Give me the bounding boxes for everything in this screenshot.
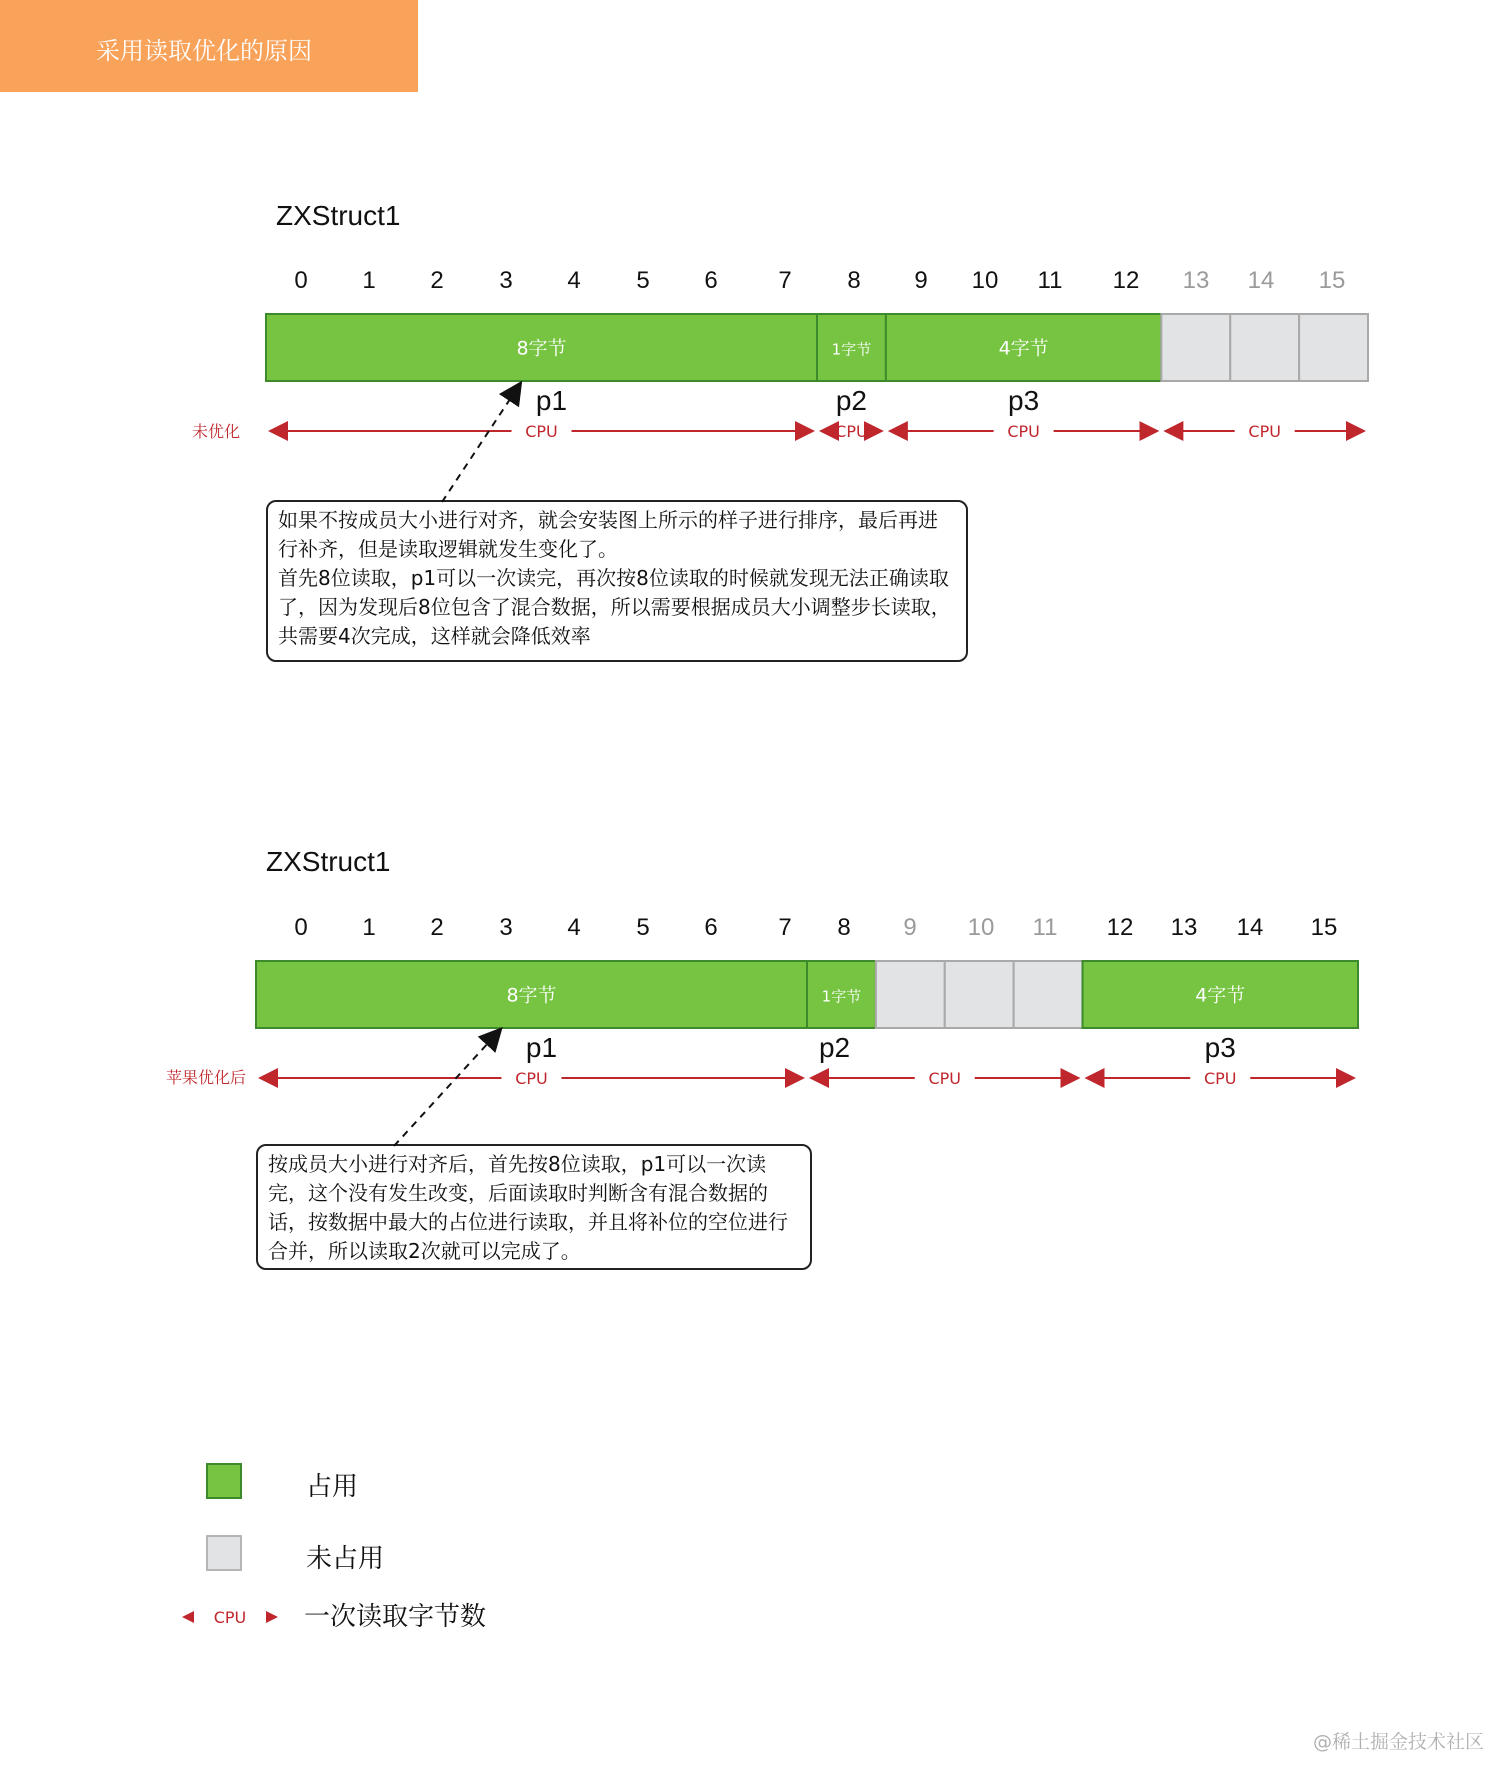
legend-cpu-label: 一次读取字节数: [304, 1602, 487, 1632]
legend-occupied-swatch: [206, 1463, 242, 1499]
legend-occupied-label: 占用: [306, 1472, 359, 1502]
byte-index: 7: [778, 914, 792, 941]
byte-index: 12: [1106, 914, 1134, 941]
cpu-read-label: CPU: [928, 1069, 962, 1088]
legend-empty-swatch: [206, 1535, 242, 1571]
svg-text:CPU: CPU: [213, 1608, 247, 1627]
block-label: 4字节: [1195, 984, 1246, 1007]
empty-cell: [945, 961, 1014, 1028]
cpu-read-label: CPU: [1203, 1069, 1237, 1088]
block-label: 4字节: [998, 337, 1049, 360]
cpu-read-label: CPU: [835, 422, 868, 441]
byte-index: 9: [903, 914, 917, 941]
byte-index: 6: [704, 914, 718, 941]
pointer-label: p3: [1008, 385, 1040, 416]
pointer-label: p3: [1204, 1032, 1236, 1063]
byte-index: 8: [847, 267, 861, 294]
diagram-2-side-label: 苹果优化后: [166, 1068, 247, 1087]
pointer-label: p1: [535, 385, 568, 416]
block-label: 1字节: [831, 340, 872, 359]
byte-index: 12: [1112, 267, 1140, 294]
byte-index: 9: [914, 267, 928, 294]
byte-index: 15: [1318, 267, 1346, 294]
byte-index: 3: [499, 267, 513, 294]
byte-index: 11: [1037, 267, 1063, 294]
byte-index: 5: [636, 267, 650, 294]
cpu-read-label: CPU: [1248, 422, 1281, 441]
diagram-1-side-label: 未优化: [192, 422, 241, 441]
pointer-label: p1: [525, 1032, 558, 1063]
pointer-label: p2: [818, 1032, 851, 1063]
byte-index: 2: [430, 914, 444, 941]
byte-index: 1: [362, 267, 376, 294]
cpu-read-label: CPU: [515, 1069, 548, 1088]
diagram-2-note: 按成员大小进行对齐后，首先按8位读取，p1可以一次读完，这个没有发生改变，后面读取时判断含有混合数据的话，按数据中最大的占位进行读取，并且将补位的空位进行合并，所以读取2次就可以完成了。: [256, 1144, 812, 1270]
block-label: 8字节: [516, 337, 567, 360]
byte-index: 5: [636, 914, 650, 941]
cpu-read-label: CPU: [1007, 422, 1040, 441]
note-pointer-arrow: [394, 1030, 500, 1146]
byte-index: 3: [499, 914, 513, 941]
legend-cpu-symbol: [180, 1604, 280, 1630]
diagram-1-title: ZXStruct1: [276, 200, 401, 231]
byte-index: 7: [778, 267, 792, 294]
pointer-label: p2: [835, 385, 868, 416]
byte-index: 2: [430, 267, 444, 294]
byte-index: 4: [567, 267, 581, 294]
watermark: @稀土掘金技术社区: [1312, 1731, 1484, 1753]
header-title: 采用读取优化的原因: [96, 37, 312, 65]
byte-index: 11: [1032, 914, 1058, 941]
byte-index: 14: [1236, 914, 1264, 941]
empty-cell: [1230, 314, 1299, 381]
legend-empty-label: 未占用: [306, 1544, 385, 1574]
byte-index: 10: [967, 914, 995, 941]
block-label: 1字节: [821, 987, 862, 1006]
byte-index: 14: [1247, 267, 1275, 294]
cpu-read-label: CPU: [525, 422, 558, 441]
empty-cell: [1014, 961, 1083, 1028]
byte-index: 6: [704, 267, 718, 294]
byte-index: 0: [294, 267, 308, 294]
byte-index: 13: [1182, 267, 1210, 294]
empty-cell: [876, 961, 945, 1028]
byte-index: 4: [567, 914, 581, 941]
byte-index: 13: [1170, 914, 1198, 941]
diagram-2-title: ZXStruct1: [266, 846, 391, 877]
byte-index: 10: [971, 267, 999, 294]
byte-index: 8: [837, 914, 851, 941]
block-label: 8字节: [506, 984, 557, 1007]
diagram-1-note: 如果不按成员大小进行对齐，就会安装图上所示的样子进行排序，最后再进行补齐，但是读取逻辑就发生变化了。 首先8位读取，p1可以一次读完，再次按8位读取的时候就发现无法正确读取了，因为发现后8位包含了混合数据，所以需要根据成员大小调整步长读取，共需要4次完成，这样就会降低效率: [266, 500, 968, 662]
byte-index: 1: [362, 914, 376, 941]
empty-cell: [1161, 314, 1230, 381]
byte-index: 15: [1310, 914, 1338, 941]
empty-cell: [1299, 314, 1368, 381]
note-pointer-arrow: [442, 384, 520, 502]
byte-index: 0: [294, 914, 308, 941]
